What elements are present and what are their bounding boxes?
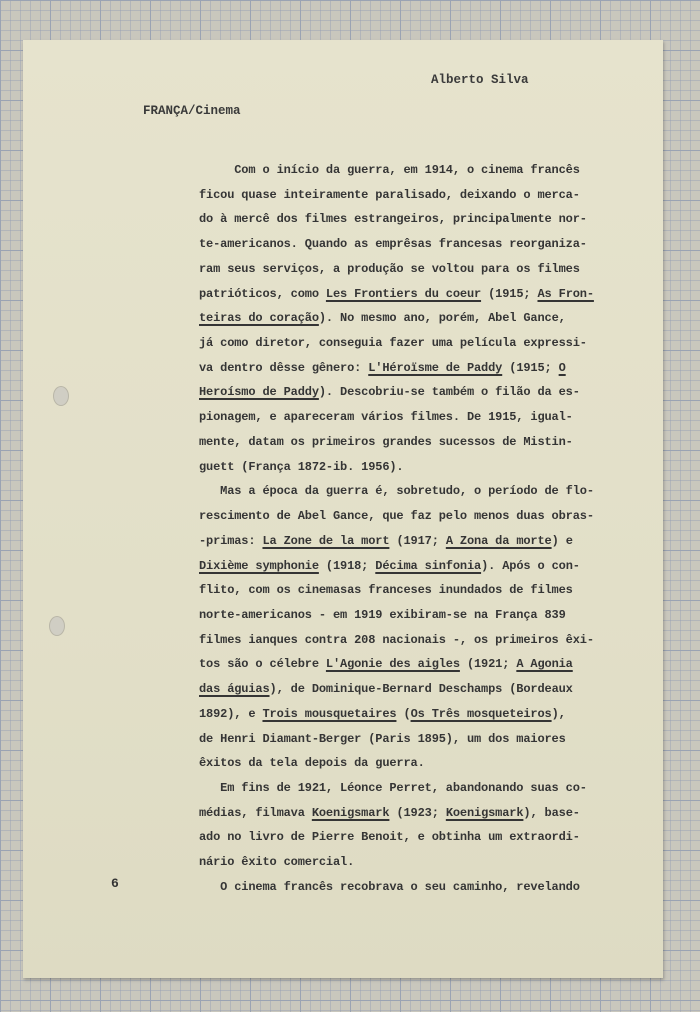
text-segment: de Henri Diamant-Berger (Paris 1895), um dos maiores xyxy=(199,731,566,746)
text-line xyxy=(199,331,639,356)
text-segment: ), de Dominique-Bernard Deschamps (Bordeaux xyxy=(269,682,573,697)
text-line xyxy=(199,751,639,776)
underlined-title: Les Frontiers du coeur xyxy=(325,286,482,301)
text-line xyxy=(199,727,639,752)
section-heading: FRANÇA/Cinema xyxy=(143,104,241,118)
underlined-title: teiras do coração xyxy=(199,311,319,326)
typewritten-page xyxy=(23,40,663,978)
text-segment: Com o início da guerra, em 1914, o cinema francês xyxy=(199,163,580,177)
text-line xyxy=(199,380,639,405)
text-line xyxy=(199,455,639,480)
text-segment: (1915; xyxy=(481,286,538,301)
underlined-title: La Zone de la mort xyxy=(262,533,390,548)
underlined-title: Os Três mosqueteiros xyxy=(410,706,552,721)
text-line xyxy=(199,603,639,628)
text-line xyxy=(199,405,639,430)
underlined-title: A Agonia xyxy=(516,657,573,672)
underlined-title: Décima sinfonia xyxy=(375,558,482,573)
text-segment: nário êxito comercial. xyxy=(199,855,355,870)
text-segment: êxitos da tela depois da guerra. xyxy=(199,756,425,771)
text-line xyxy=(199,158,639,183)
underlined-title: O xyxy=(558,360,566,375)
text-line xyxy=(199,207,639,232)
text-line xyxy=(199,776,639,801)
underlined-title: Heroísmo de Paddy xyxy=(199,385,319,400)
text-line xyxy=(199,677,639,702)
text-segment: ), xyxy=(551,706,566,721)
text-segment: (1923; xyxy=(389,805,446,820)
text-segment: já como diretor, conseguia fazer uma película expressi- xyxy=(199,336,587,351)
text-segment: (1918; xyxy=(318,558,376,573)
text-segment: guett (França 1872-ib. 1956). xyxy=(199,459,404,474)
underlined-title: L'Héroïsme de Paddy xyxy=(368,360,503,375)
text-segment: ficou quase inteiramente paralisado, deixando o merca- xyxy=(199,187,580,202)
text-line xyxy=(199,504,639,529)
text-segment: patrióticos, como xyxy=(199,286,326,301)
text-line xyxy=(199,183,639,208)
text-segment: va dentro dêsse gênero: xyxy=(199,360,369,375)
text-segment: ). Após o con- xyxy=(481,558,580,573)
underlined-title: L'Agonie des aigles xyxy=(325,657,460,672)
underlined-title: Koenigsmark xyxy=(311,805,390,820)
text-segment: ), base- xyxy=(523,805,580,820)
underlined-title: Dixième symphonie xyxy=(199,558,319,573)
text-line xyxy=(199,529,639,554)
text-segment: rescimento de Abel Gance, que faz pelo menos duas obras- xyxy=(199,509,594,524)
text-line xyxy=(199,554,639,579)
text-segment: (1917; xyxy=(389,533,446,548)
text-segment: ) e xyxy=(551,533,573,548)
text-line xyxy=(199,282,639,307)
underlined-title: Trois mousquetaires xyxy=(262,706,397,721)
text-segment: (1915; xyxy=(502,360,559,375)
page-number: 6 xyxy=(111,876,119,891)
text-line xyxy=(199,825,639,850)
author-name: Alberto Silva xyxy=(431,73,529,87)
text-segment: te-americanos. Quando as emprêsas francesas reorganiza- xyxy=(199,237,587,252)
text-line xyxy=(199,306,639,331)
text-segment: ado no livro de Pierre Benoit, e obtinha um extraordi- xyxy=(199,830,580,845)
text-segment: ). No mesmo ano, porém, Abel Gance, xyxy=(318,311,566,326)
text-line xyxy=(199,430,639,455)
text-segment: ). Descobriu-se também o filão da es- xyxy=(318,385,580,400)
text-segment: tos são o célebre xyxy=(199,657,326,672)
text-line xyxy=(199,702,639,727)
text-segment: pionagem, e apareceram vários filmes. De 1915, igual- xyxy=(199,410,573,425)
text-segment: filmes ianques contra 208 nacionais -, os primeiros êxi- xyxy=(199,632,594,647)
text-segment: médias, filmava xyxy=(199,805,312,820)
underlined-title: A Zona da morte xyxy=(445,533,552,548)
text-segment: flito, com os cinemasas franceses inundados de filmes xyxy=(199,583,573,598)
text-line xyxy=(199,875,639,900)
underlined-title: das águias xyxy=(199,682,270,697)
text-segment: Mas a época da guerra é, sobretudo, o período de flo- xyxy=(199,484,594,499)
text-line xyxy=(199,578,639,603)
text-segment: Em fins de 1921, Léonce Perret, abandonando suas co- xyxy=(199,780,587,795)
text-segment: mente, datam os primeiros grandes sucessos de Mistin- xyxy=(199,434,573,449)
text-segment: -primas: xyxy=(199,533,263,548)
text-line xyxy=(199,652,639,677)
binder-hole-bottom xyxy=(49,616,65,636)
text-segment: 1892), e xyxy=(199,706,263,721)
text-segment: ( xyxy=(396,706,411,721)
text-line xyxy=(199,232,639,257)
text-line xyxy=(199,628,639,653)
text-line xyxy=(199,801,639,826)
text-line xyxy=(199,479,639,504)
text-segment: norte-americanos - em 1919 exibiram-se na França 839 xyxy=(199,607,566,622)
text-segment: do à mercê dos filmes estrangeiros, principalmente nor- xyxy=(199,212,587,227)
text-line xyxy=(199,356,639,381)
underlined-title: Koenigsmark xyxy=(445,805,524,820)
text-segment: O cinema francês recobrava o seu caminho, revelando xyxy=(199,879,580,894)
text-line xyxy=(199,850,639,875)
body-text xyxy=(199,158,639,900)
text-segment: ram seus serviços, a produção se voltou para os filmes xyxy=(199,261,580,276)
text-line xyxy=(199,257,639,282)
text-segment: (1921; xyxy=(459,657,517,672)
underlined-title: As Fron- xyxy=(537,286,594,301)
binder-hole-top xyxy=(53,386,69,406)
